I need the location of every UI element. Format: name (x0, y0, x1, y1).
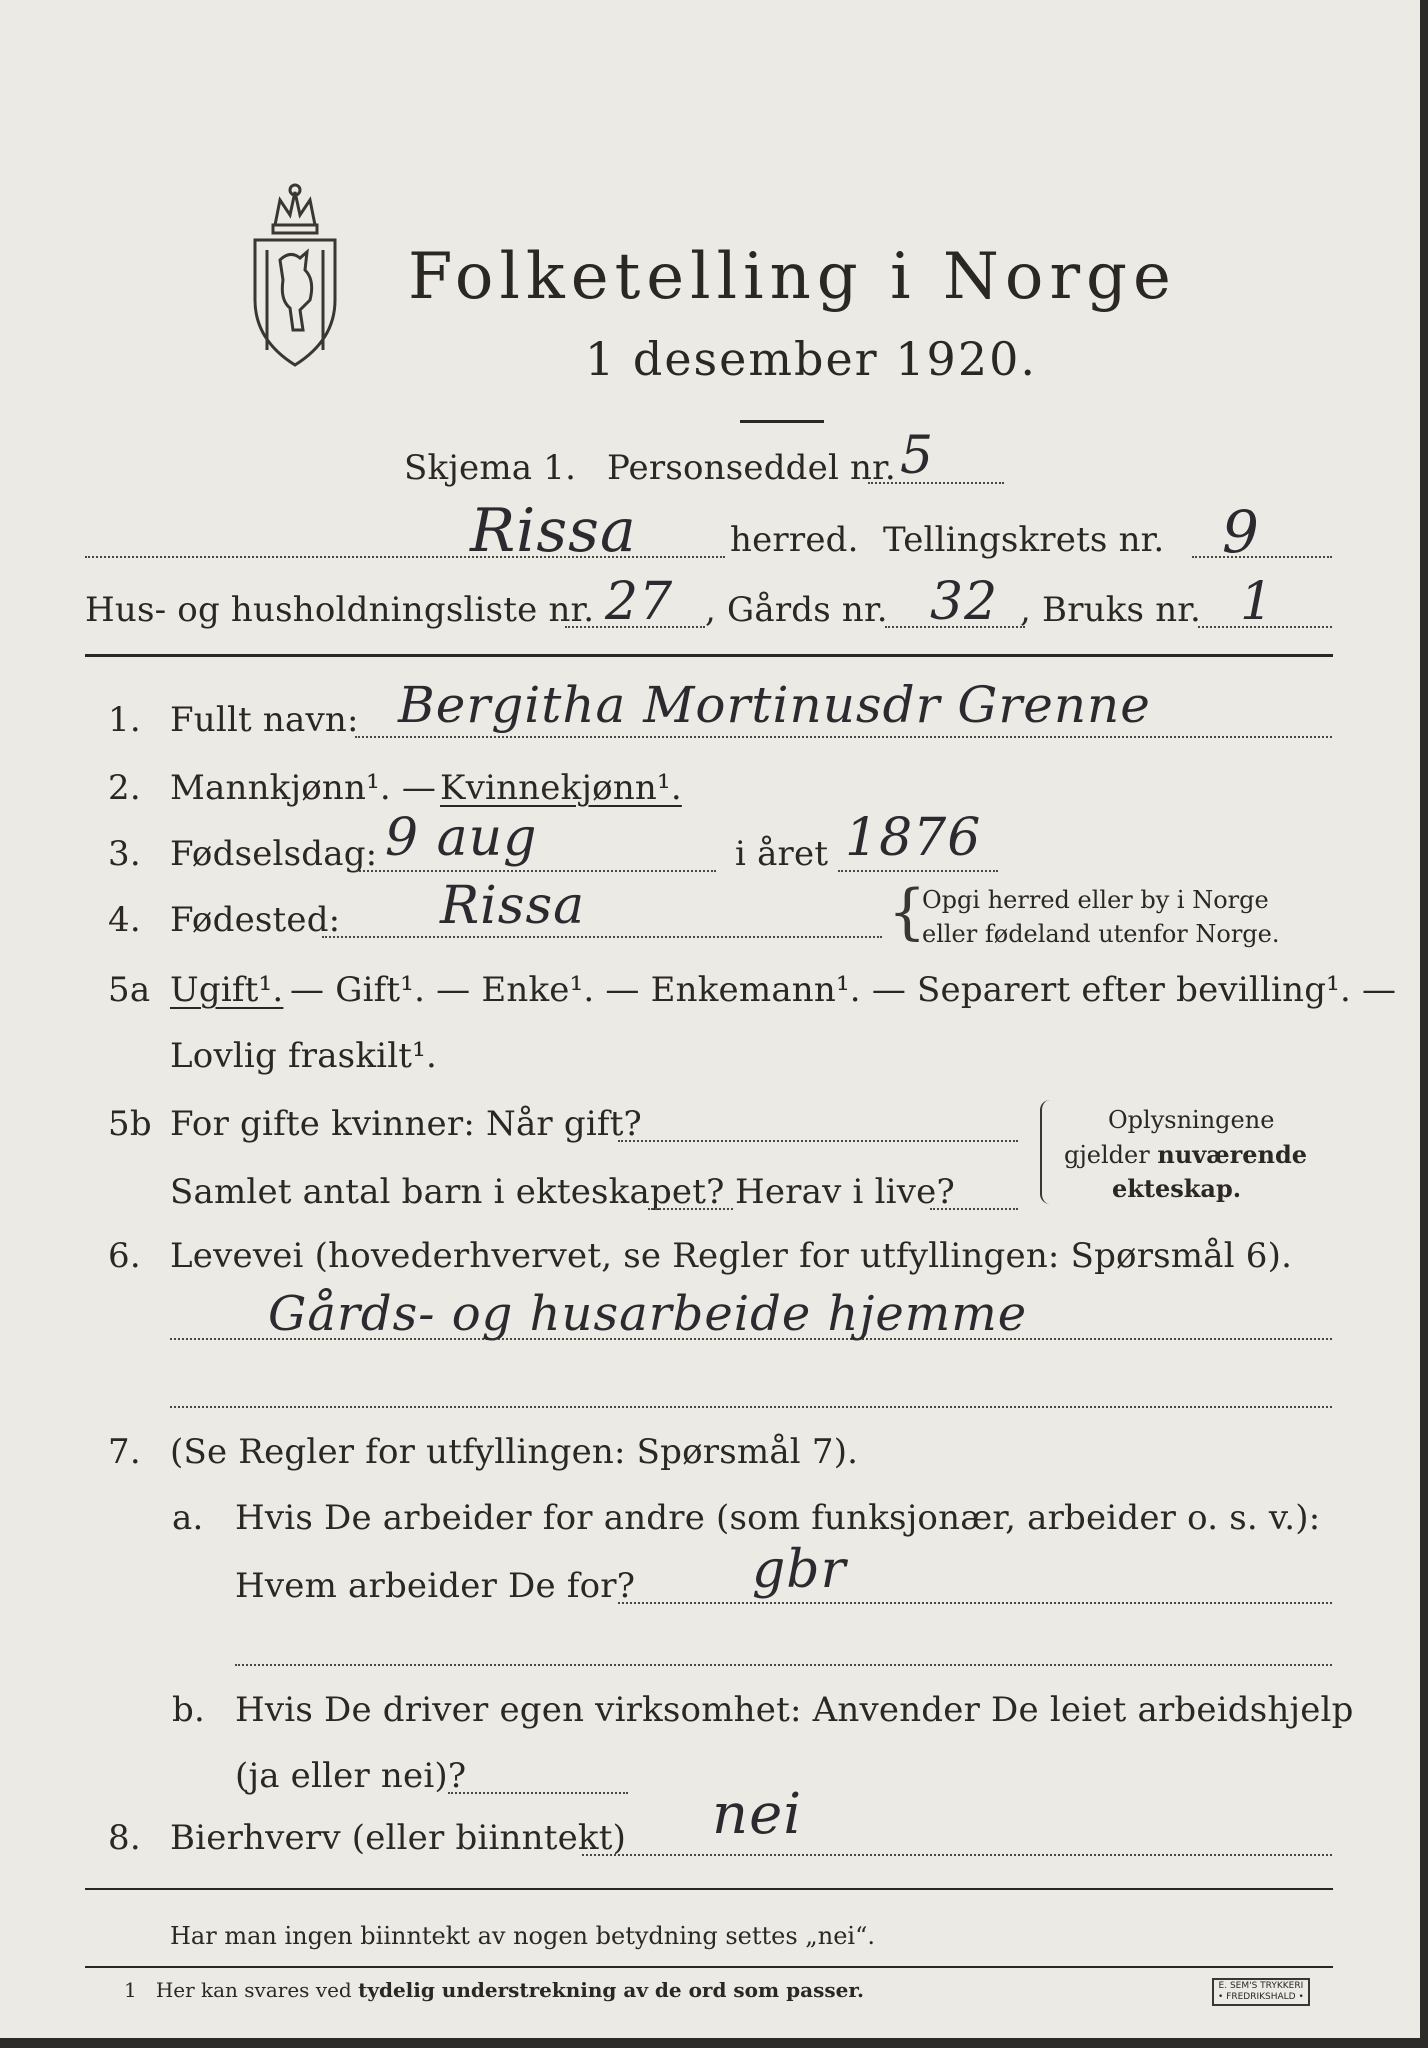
q5b-number: 5b (108, 1104, 152, 1144)
personseddel-value[interactable]: 5 (900, 426, 935, 486)
q5b-alive-label: Herav i live? (735, 1172, 955, 1212)
q4-note-line2: eller fødeland utenfor Norge. (922, 920, 1280, 948)
hus-label: Hus- og husholdningsliste nr. (85, 590, 595, 630)
q6-label: Levevei (hovederhvervet, se Regler for utfyllingen: Spørsmål 6). (170, 1236, 1293, 1276)
herred-value[interactable]: Rissa (470, 496, 637, 566)
q4-note-line1: Opgi herred eller by i Norge (922, 886, 1269, 914)
q5b-bracket (1040, 1100, 1054, 1204)
q5b-note-line2 (1064, 1140, 1307, 1169)
q3-label: Fødselsdag: (170, 834, 378, 874)
q4-number: 4. (108, 900, 141, 940)
birth-date-value[interactable]: 9 aug (385, 808, 538, 868)
q7a-line2 (235, 1664, 1332, 1666)
q7b-line (448, 1792, 628, 1794)
coat-of-arms-icon (245, 180, 345, 370)
personseddel-line (868, 482, 1004, 484)
bruks-label: , Bruks nr. (1020, 590, 1202, 630)
footer-note: Har man ingen biinntekt av nogen betydning settes „nei“. (170, 1922, 875, 1950)
q5a-number: 5a (108, 970, 151, 1010)
marital-other-options[interactable]: — Gift¹. — Enke¹. — Enkemann¹. — Separert efter bevilling¹. — (290, 970, 1397, 1010)
q7a-line1 (618, 1602, 1332, 1604)
tellingskrets-value[interactable]: 9 (1222, 498, 1260, 566)
q6-line2 (170, 1406, 1332, 1408)
q5b-note-line1: Oplysningene (1108, 1106, 1275, 1134)
q7a-sub-label: Hvem arbeider De for? (235, 1566, 636, 1606)
q1-number: 1. (108, 700, 141, 740)
q7b-label: Hvis De driver egen virksomhet: Anvender De leiet arbeidshjelp (235, 1690, 1354, 1730)
q6-number: 6. (108, 1236, 141, 1276)
q8-number: 8. (108, 1818, 141, 1858)
q7a-label: Hvis De arbeider for andre (som funksjonær, arbeider o. s. v.): (235, 1498, 1321, 1538)
hus-value[interactable]: 27 (605, 572, 674, 632)
birthplace-value[interactable]: Rissa (440, 876, 586, 936)
q4-line (322, 936, 882, 938)
footnote-number: 1 (124, 1978, 137, 2002)
personseddel-label: Personseddel nr. (607, 448, 896, 488)
printer-mark-line2: • FREDRIKSHALD • (1218, 1992, 1304, 2002)
q3-number: 3. (108, 834, 141, 874)
birth-year-value[interactable]: 1876 (845, 808, 982, 868)
q5b-note-line3: ekteskap. (1112, 1174, 1242, 1203)
full-name-value[interactable]: Bergitha Mortinusdr Grenne (398, 676, 1151, 734)
q7-number: 7. (108, 1432, 141, 1472)
title-divider (740, 420, 824, 423)
gender-male-option[interactable]: Mannkjønn¹. — (170, 768, 437, 808)
q5b-note-current: nuværende (1157, 1140, 1308, 1169)
q7b-sub-label: (ja eller nei)? (235, 1756, 467, 1796)
gards-label: , Gårds nr. (705, 590, 888, 630)
year-line (838, 870, 998, 872)
q8-line (582, 1854, 1332, 1856)
gender-female-option[interactable]: Kvinnekjønn¹. (440, 768, 682, 808)
q2-number: 2. (108, 768, 141, 808)
q4-brace: { (888, 877, 927, 947)
q5b-children-line (648, 1208, 733, 1210)
q1-line (355, 736, 1332, 738)
q5b-alive-line (930, 1208, 1018, 1210)
marital-unmarried-option[interactable]: Ugift¹. (170, 970, 284, 1010)
q4-label: Fødested: (170, 900, 341, 940)
q5b-married-when-line (618, 1140, 1018, 1142)
q7-label: (Se Regler for utfyllingen: Spørsmål 7). (170, 1432, 859, 1472)
footnote (124, 1978, 864, 2002)
q5b-children-label: Samlet antal barn i ekteskapet? (170, 1172, 725, 1212)
q7b-number: b. (172, 1690, 205, 1730)
q7a-number: a. (172, 1498, 204, 1538)
year-label: i året (735, 834, 829, 874)
footnote-text-a: Her kan svares ved (155, 1978, 352, 2002)
footnote-text-b: tydelig understrekning av de ord som passer. (358, 1978, 864, 2002)
herred-label: herred. (730, 520, 859, 560)
printer-mark (1212, 1978, 1310, 2006)
side-income-value[interactable]: nei (712, 1782, 803, 1847)
header-divider (85, 654, 1333, 657)
marital-divorced-option[interactable]: Lovlig fraskilt¹. (170, 1036, 437, 1076)
q1-label: Fullt navn: (170, 700, 359, 740)
q5b-married-when-label: For gifte kvinner: Når gift? (170, 1104, 642, 1144)
q5b-note-gjelder: gjelder (1064, 1141, 1150, 1169)
census-date: 1 desember 1920. (585, 332, 1037, 386)
footer-divider (85, 1888, 1333, 1890)
footnote-divider (85, 1966, 1333, 1968)
printer-mark-line1: E. SEM'S TRYKKERI (1218, 1981, 1304, 1991)
gards-value[interactable]: 32 (930, 572, 999, 632)
tellingskrets-label: Tellingskrets nr. (883, 520, 1165, 560)
bruks-value[interactable]: 1 (1240, 572, 1275, 632)
q8-label: Bierhverv (eller biinntekt) (170, 1818, 627, 1858)
q3-line (356, 870, 716, 872)
employer-value[interactable]: gbr (752, 1540, 847, 1600)
tellingskrets-line (1192, 556, 1332, 558)
schema-label: Skjema 1. (404, 448, 577, 488)
occupation-value[interactable]: Gårds- og husarbeide hjemme (268, 1286, 1028, 1342)
form-title: Folketelling i Norge (408, 240, 1177, 314)
